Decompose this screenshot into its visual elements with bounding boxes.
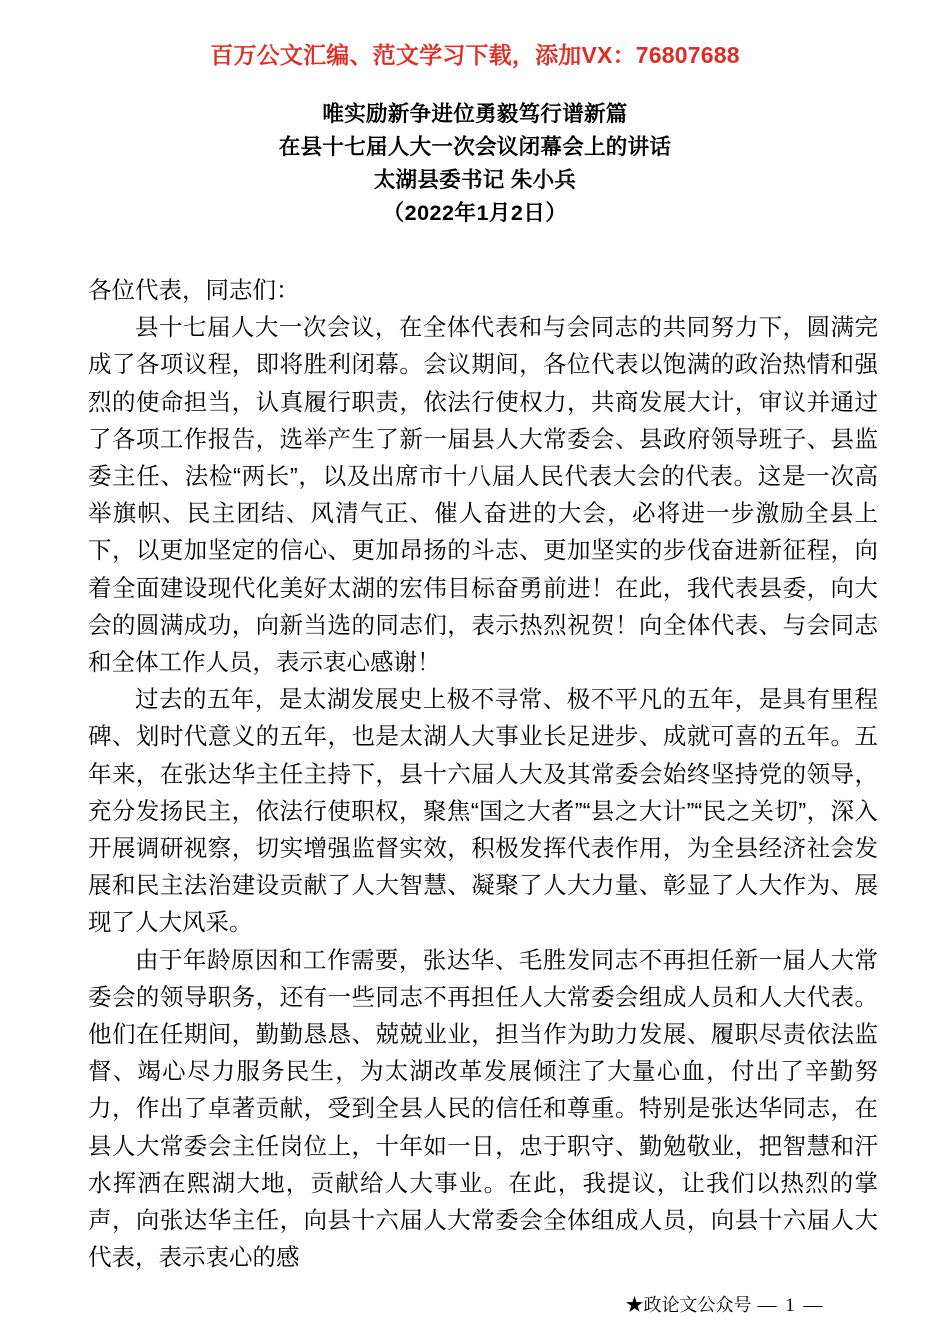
document-title-subtitle: 在县十七届人大一次会议闭幕会上的讲话	[278, 135, 672, 159]
footer-inner	[126, 1292, 825, 1319]
document-body	[88, 272, 878, 1276]
title-block	[0, 98, 950, 230]
promo-watermark-header: 百万公文汇编、范文学习下载，添加VX：76807688	[210, 42, 740, 68]
body-paragraph-3: 由于年龄原因和工作需要，张达华、毛胜发同志不再担任新一届人大常委会的领导职务，还有一些同志不再担任人大常委会组成人员和人大代表。他们在任期间，勤勤恳恳、兢兢业业，担当作为助力发展、履职尽责依法监督、竭心尽力服务民生，为太湖改革发展倾注了大量心血，付出了辛勤努力，作出了卓著贡献，受到全县人民的信任和尊重。特别是张达华同志，在县人大常委会主任岗位上，十年如一日，忠于职守、勤勉敬业，把智慧和汗水挥洒在熙湖大地，贡献给人大事业。在此，我提议，让我们以热烈的掌声，向张达华主任，向县十六届人大常委会全体组成人员，向县十六届人大代表，表示衷心的感	[88, 946, 878, 1271]
salutation-line: 各位代表，同志们：	[88, 277, 300, 303]
body-paragraph-2: 过去的五年，是太湖发展史上极不寻常、极不平凡的五年，是具有里程碑、划时代意义的五年，也是太湖人大事业长足进步、成就可喜的五年。五年来，在张达华主任主持下，县十六届人大及其常委会始终坚持党的领导，充分发扬民主，依法行使职权，聚焦“国之大者”“县之大计”“民之关切”，深入开展调研视察，切实增强监督实效，积极发挥代表作用，为全县经济社会发展和民主法治建设贡献了人大智慧、凝聚了人大力量、彰显了人大作为、展现了人大风采。	[88, 686, 879, 936]
document-title-main: 唯实励新争进位勇毅笃行谱新篇	[322, 102, 628, 126]
body-paragraph-1: 县十七届人大一次会议，在全体代表和与会同志的共同努力下，圆满完成了各项议程，即将胜利闭幕。会议期间，各位代表以饱满的政治热情和强烈的使命担当，认真履行职责，依法行使权力，共商发展大计，审议并通过了各项工作报告，选举产生了新一届县人大常委会、县政府领导班子、县监委主任、法检“两长”，以及出席市十八届人民代表大会的代表。这是一次高举旗帜、民主团结、风清气正、催人奋进的大会，必将进一步激励全县上下，以更加坚定的信心、更加昂扬的斗志、更加坚实的步伐奋进新征程，向着全面建设现代化美好太湖的宏伟目标奋勇前进！在此，我代表县委，向大会的圆满成功，向新当选的同志们，表示热烈祝贺！向全体代表、与会同志和全体工作人员，表示衷心感谢！	[88, 314, 878, 676]
page-number: — 1 —	[757, 1295, 825, 1316]
document-date: （2022年1月2日）	[382, 201, 568, 225]
footer-brand-mark: ★政论文公众号	[625, 1295, 752, 1315]
document-author: 太湖县委书记 朱小兵	[373, 168, 577, 192]
page-footer	[0, 1292, 950, 1319]
